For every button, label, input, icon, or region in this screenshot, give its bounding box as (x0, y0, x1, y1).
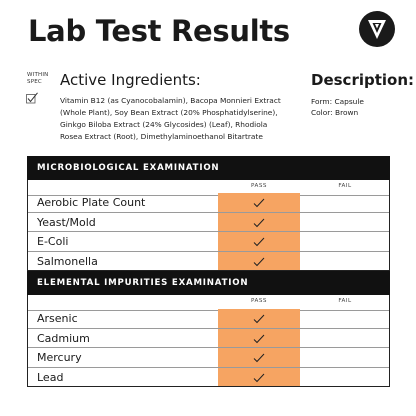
check-icon (253, 257, 265, 267)
test-name: Lead (37, 370, 64, 384)
pass-column-header: PASS (251, 183, 267, 189)
triangle-v-logo-icon (359, 11, 395, 47)
table-row (27, 252, 390, 272)
active-ingredients-heading: Active Ingredients: (60, 71, 201, 89)
within-spec-label: WITHIN SPEC (27, 72, 49, 85)
within-spec-check-icon (26, 92, 38, 104)
test-name: Mercury (37, 351, 82, 364)
check-icon (253, 353, 265, 363)
check-icon (253, 218, 265, 228)
section-header-elemental-impurities: ELEMENTAL IMPURITIES EXAMINATION (27, 271, 390, 295)
table-row (27, 193, 390, 213)
pass-cell (218, 348, 300, 367)
pass-cell (218, 329, 300, 348)
table-row (27, 329, 390, 349)
pass-cell (218, 232, 300, 251)
table-row (27, 368, 390, 388)
pass-cell (218, 252, 300, 271)
test-name: Aerobic Plate Count (37, 196, 146, 209)
page-title: Lab Test Results (28, 14, 290, 48)
table-row (27, 232, 390, 252)
test-name: Cadmium (37, 331, 90, 345)
description-form: Form: Capsule (311, 97, 364, 106)
description-text (311, 96, 364, 118)
check-icon (253, 314, 265, 324)
test-name: Salmonella (37, 254, 98, 268)
pass-cell (218, 309, 300, 328)
pass-column-header: PASS (251, 298, 267, 304)
fail-column-header: FAIL (338, 183, 352, 189)
check-icon (253, 198, 265, 208)
fail-column-header: FAIL (338, 298, 352, 304)
table-row (27, 309, 390, 329)
table-row (27, 348, 390, 368)
check-icon (253, 237, 265, 247)
table-row (27, 213, 390, 233)
pass-cell (218, 213, 300, 232)
check-icon (253, 373, 265, 383)
test-name: Arsenic (37, 312, 78, 325)
check-icon (253, 334, 265, 344)
section-header-microbiological: MICROBIOLOGICAL EXAMINATION (27, 156, 390, 180)
pass-cell (218, 368, 300, 387)
test-name: Yeast/Mold (37, 215, 96, 229)
test-name: E-Coli (37, 235, 69, 248)
description-heading: Description: (311, 71, 415, 89)
description-color: Color: Brown (311, 108, 359, 117)
active-ingredients-text: Vitamin B12 (as Cyanocobalamin), Bacopa Monnieri Extract (Whole Plant), Soy Bean Extract (20% Phosphatidylserine), Ginkgo Biloba Extract (24% Glycosides) (Leaf), Rhodiola Rosea Extract (Root), Dimethylaminoethanol Bitartrate (60, 96, 281, 141)
pass-cell (218, 193, 300, 212)
